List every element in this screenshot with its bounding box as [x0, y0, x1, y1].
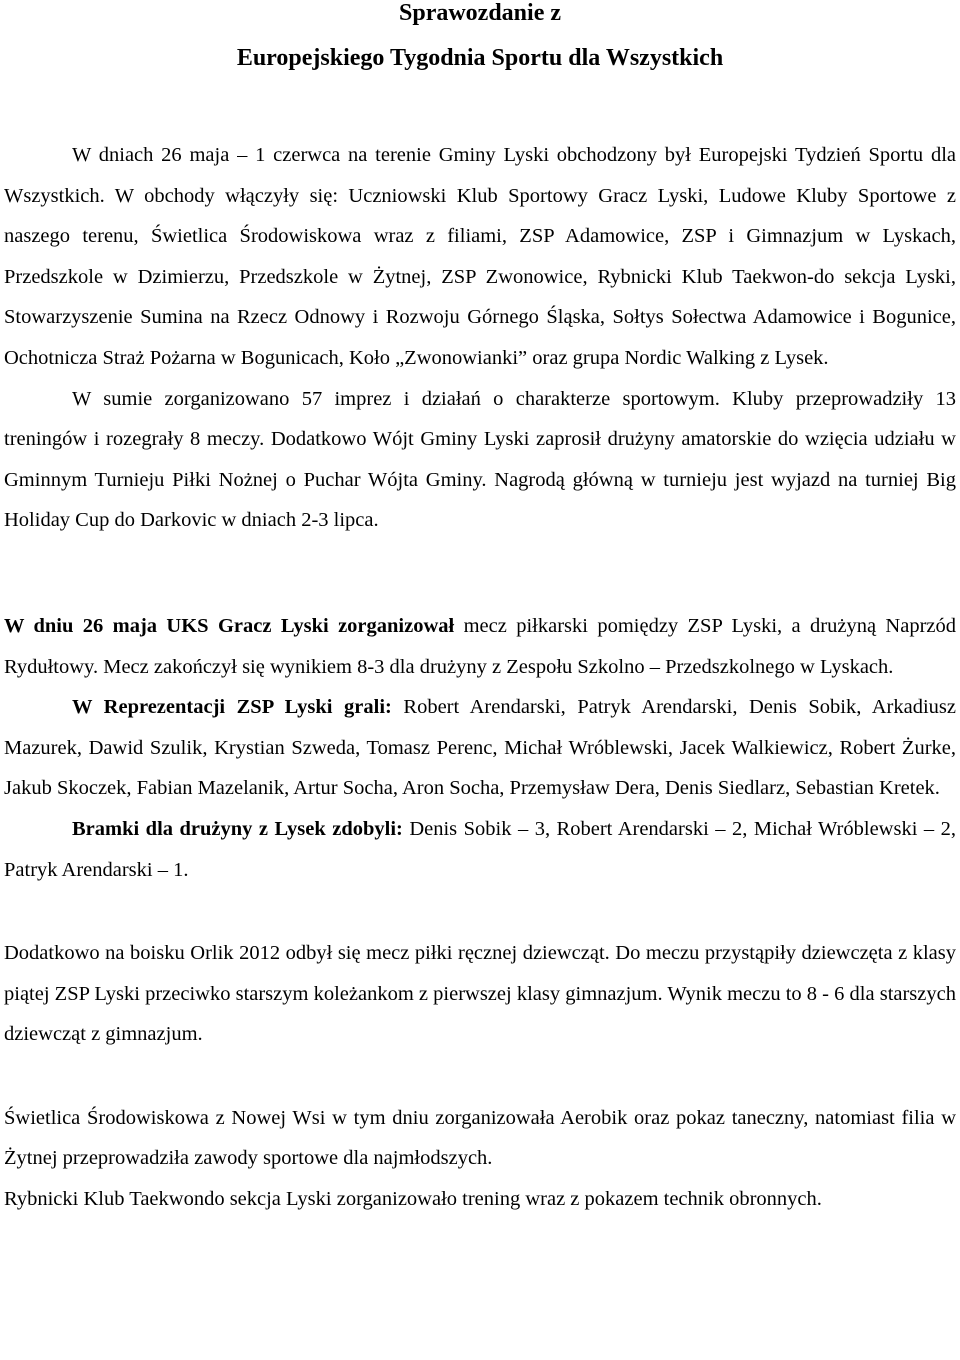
players-paragraph — [4, 687, 956, 809]
document-title-line-1: Sprawozdanie z — [399, 0, 561, 26]
summary-paragraph: W sumie zorganizowano 57 imprez i działań o charakterze sportowym. Kluby przeprowadziły 13 treningów i rozegrały 8 meczy. Dodatkowo Wójt Gminy Lyski zaprosił drużyny amatorskie do wzięcia udziału w Gminnym Turnieju Piłki Nożnej o Puchar Wójta Gminy. Nagrodą główną w turnieju jest wyjazd na turniej Big Holiday Cup do Darkovic w dniach 2-3 lipca. — [4, 387, 956, 532]
match-paragraph — [4, 606, 956, 687]
match-text: mecz piłkarski pomiędzy ZSP Lyski, a drużyną Naprzód Rydułtowy. Mecz zakończył się wynikiem 8-3 dla drużyny z Zespołu Szkolno – Przedszkolnego w Lyskach. — [4, 614, 956, 678]
taekwondo-paragraph: Rybnicki Klub Taekwondo sekcja Lyski zorganizowało trening wraz z pokazem technik obronnych. — [4, 1188, 822, 1211]
match-heading: W dniu 26 maja UKS Gracz Lyski zorganizował — [4, 614, 455, 637]
players-text: Robert Arendarski, Patryk Arendarski, Denis Sobik, Arkadiusz Mazurek, Dawid Szulik, Krystian Szweda, Tomasz Perenc, Michał Wróblewski, Jacek Walkiewicz, Robert Żurke, Jakub Skoczek, Fabian Mazelanik, Artur Socha, Aron Socha, Przemysław Dera, Denis Siedlarz, Sebastian Kretek. — [4, 696, 956, 800]
aerobic-paragraph: Świetlica Środowiskowa z Nowej Wsi w tym dniu zorganizowała Aerobik oraz pokaz taneczny, natomiast filia w Żytnej przeprowadziła zawody sportowe dla najmłodszych. — [4, 1106, 956, 1170]
goals-heading: Bramki dla drużyny z Lysek zdobyli: — [72, 817, 403, 840]
handball-paragraph: Dodatkowo na boisku Orlik 2012 odbył się mecz piłki ręcznej dziewcząt. Do meczu przystąpiły dziewczęta z klasy piątej ZSP Lyski przeciwko starszym koleżankom z pierwszej klasy gimnazjum. Wynik meczu to 8 - 6 dla starszych dziewcząt z gimnazjum. — [4, 942, 956, 1046]
spacer — [4, 541, 956, 606]
intro-paragraph: W dniach 26 maja – 1 czerwca na terenie Gminy Lyski obchodzony był Europejski Tydzień Sportu dla Wszystkich. W obchody włączyły się: Uczniowski Klub Sportowy Gracz Lyski, Ludowe Kluby Sportowe z naszego terenu, Świetlica Środowiskowa wraz z filiami, ZSP Adamowice, ZSP i Gimnazjum w Lyskach, Przedszkole w Dzimierzu, Przedszkole w Żytnej, ZSP Zwonowice, Rybnicki Klub Taekwon-do sekcja Lyski, Stowarzyszenie Sumina na Rzecz Odnowy i Rozwoju Górnego Śląska, Sołtys Sołectwa Adamowice i Bogunice, Ochotnicza Straż Pożarna w Bogunicach, Koło „Zwonowianki” oraz grupa Nordic Walking z Lysek. — [4, 144, 956, 369]
players-heading: W Reprezentacji ZSP Lyski grali: — [72, 696, 392, 719]
document-page — [4, 0, 956, 1220]
goals-text: Denis Sobik – 3, Robert Arendarski – 2, Michał Wróblewski – 2, Patryk Arendarski – 1. — [4, 817, 956, 881]
document-title-line-2: Europejskiego Tygodnia Sportu dla Wszystkich — [236, 45, 724, 71]
goals-paragraph — [4, 809, 956, 890]
spacer — [4, 1055, 956, 1098]
spacer — [4, 81, 956, 135]
spacer — [4, 890, 956, 933]
